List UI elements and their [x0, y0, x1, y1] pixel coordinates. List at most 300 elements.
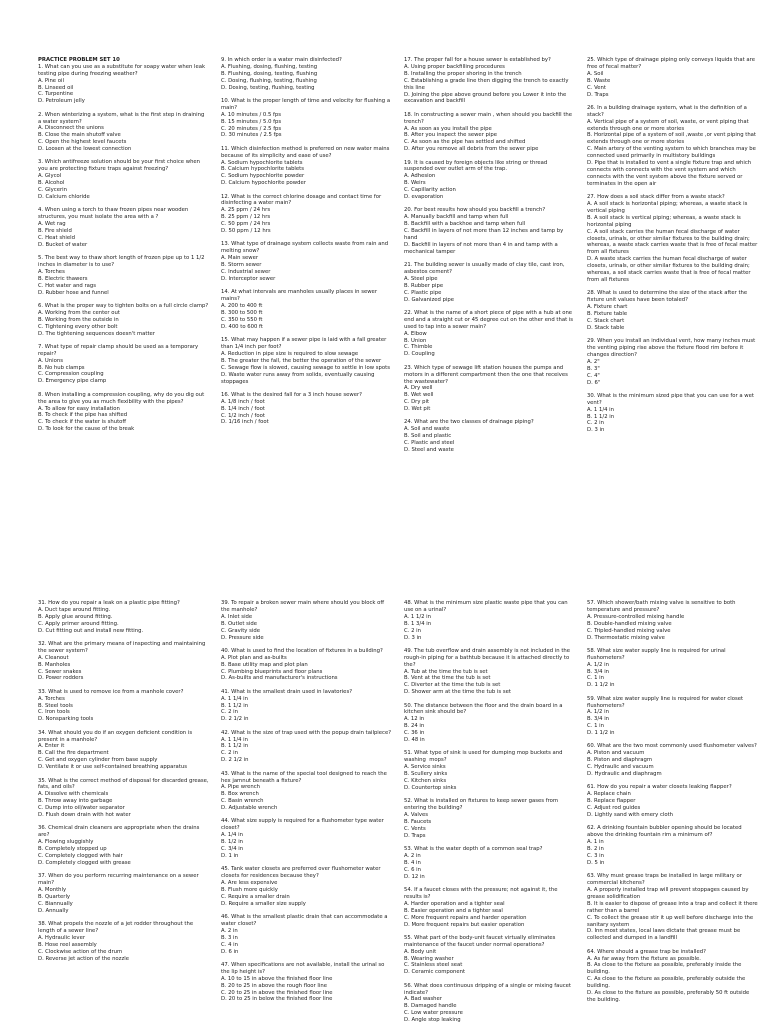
question-text: 50. The distance between the floor and the drain board in a kitchen sink should be?	[404, 702, 565, 716]
answer-option: A. Replace chain	[587, 791, 631, 798]
answer-option: B. 3/4 in	[587, 716, 610, 723]
answer-option: B. Fire shield	[38, 228, 72, 234]
answer-option: A. Glycol	[38, 173, 62, 180]
question-text: 40. What is used to find the location of fixtures in a building?	[221, 647, 383, 654]
question-block	[38, 255, 209, 296]
answer-option: D. 12 in	[404, 873, 425, 880]
answer-option: A. 1 in	[587, 839, 604, 846]
answer-option: D. As close to the fixture as possible, preferably 50 ft outside the building.	[587, 990, 751, 1003]
answer-option: D. 5 in	[587, 859, 605, 866]
column-3	[404, 57, 575, 597]
column-2	[221, 57, 392, 597]
question-block	[221, 866, 392, 907]
answer-option: B. The greater the fall, the better the operation of the sewer	[221, 357, 382, 364]
column-4	[587, 57, 758, 597]
answer-option: A. Sodium hypochlorite tablets	[221, 159, 303, 166]
question-block	[38, 64, 209, 105]
answer-option: B. Installing the proper shoring in the trench	[404, 70, 522, 77]
answer-option: D. Bucket of water	[38, 241, 88, 248]
answer-option: C. 50 ppm / 24 hrs	[221, 221, 271, 228]
question-text: 57. Which shower/bath mixing valve is sensitive to both temperature and pressure?	[587, 600, 738, 613]
answer-option: A. A soil stack is horizontal piping; whereas, a waste stack is vertical piping	[587, 201, 750, 214]
answer-option: C. Industrial sewer	[221, 269, 271, 276]
answer-option: B. 1/2 in	[221, 839, 244, 846]
answer-option: B. Quarterly	[38, 893, 71, 900]
question-text: 44. What size supply is required for a flushometer type water closet?	[221, 818, 386, 832]
answer-option: D. Angle stop leaking	[404, 1017, 461, 1024]
answer-option: C. Require a smaller drain	[221, 893, 290, 900]
answer-option: B. Steel tools	[38, 702, 73, 709]
answer-option: C. 350 to 550 ft	[221, 316, 263, 323]
answer-option: A. Piston and vacuum	[587, 750, 645, 757]
answer-option: B. 1 1/2 in	[221, 743, 249, 750]
question-text: 5. The best way to thaw short length of frozen pipe up to 1 1/2 inches in diameter is to use?	[38, 255, 207, 269]
answer-option: C. Get and oxygen cylinder from base supply	[38, 757, 158, 764]
answer-option: D. Hydraulic and diaphragm	[587, 771, 662, 778]
question-block	[221, 914, 392, 955]
answer-option: B. Double-handled mixing valve	[587, 620, 672, 627]
answer-option: C. Stack chart	[587, 317, 625, 324]
answer-option: C. 36 in	[404, 730, 425, 737]
answer-option: A. Using proper backfilling procedures	[404, 63, 505, 70]
answer-option: C. Adjust rod guides	[587, 805, 641, 812]
answer-option: C. Compression coupling	[38, 371, 104, 378]
answer-option: B. Flush more quickly	[221, 886, 278, 893]
answer-option: B. Linseed oil	[38, 84, 74, 91]
answer-option: D. The tightening sequences doesn't matter	[38, 330, 155, 337]
top-band	[38, 57, 758, 597]
question-text: 20. For best results how should you backfill a trench?	[404, 207, 546, 214]
question-block	[221, 730, 392, 765]
answer-option: B. Outlet side	[221, 620, 257, 627]
question-block	[221, 57, 392, 92]
answer-option: A. Main sewer	[221, 255, 259, 262]
answer-option: D. Traps	[404, 832, 426, 839]
answer-option: D. Completely clogged with grease	[38, 859, 131, 866]
question-block	[38, 641, 209, 682]
question-text: 16. What is the desired fall for a 3 inch house sewer?	[221, 391, 362, 398]
answer-option: D. 1/16 inch / foot	[221, 419, 269, 426]
answer-option: A. Pipe wrench	[221, 784, 261, 791]
question-text: 2. When winterizing a system, what is the first step in draining a water system?	[38, 111, 207, 125]
question-block	[404, 846, 575, 881]
question-block	[38, 159, 209, 200]
answer-option: D. 3 in	[587, 427, 605, 434]
question-text: 13. What type of drainage system collects waste from rain and melting snow?	[221, 241, 390, 255]
answer-option: D. Pipe that is installed to vent a single fixture trap and which connects with connects with the vent system and which connects with the vent system above the fixture served or terminates in the open air	[587, 160, 753, 187]
answer-option: B. Manholes	[38, 661, 71, 668]
question-block	[404, 310, 575, 358]
question-block	[404, 750, 575, 791]
question-text: 10. What is the proper length of time and velocity for flushing a main?	[221, 97, 392, 111]
answer-option: A. Plot plan and as-builts	[221, 654, 287, 661]
answer-option: D. 1 in	[221, 852, 239, 859]
question-text: 54. If a faucet closes with the pressure; not against it, the results is?	[404, 886, 560, 900]
question-block	[404, 887, 575, 928]
answer-option: D. 2 1/2 in	[221, 716, 249, 723]
answer-option: D. 30 minutes / 2.5 fps	[221, 132, 282, 139]
answer-option: A. 1/8 inch / foot	[221, 398, 265, 405]
question-block	[587, 105, 758, 188]
question-text: 59. What size water supply line is required for water closet flushometers?	[587, 695, 745, 709]
answer-option: A. Vertical pipe of a system of soil, waste, or vent piping that extends through one or more stories	[587, 118, 751, 132]
question-text: 22. What is the name of a short piece of pipe with a hub at one end and a straight cut or 45 degree cut on the other end that is used to tap into a sewer main?	[404, 309, 575, 330]
answer-option: B. Close the main shutoff valve	[38, 132, 121, 139]
answer-option: C. Kitchen sinks	[404, 778, 447, 785]
answer-option: A. Bad washer	[404, 996, 442, 1003]
answer-option: C. 3 in	[587, 852, 604, 859]
question-text: 21. The building sewer is usually made of clay tile, cast iron, asbestos cement?	[404, 262, 567, 276]
answer-option: D. Coupling	[404, 351, 435, 358]
question-block	[587, 743, 758, 778]
answer-option: D. Ceramic component	[404, 969, 466, 976]
question-text: 42. What is the size of trap used with the popup drain tailpiece?	[221, 729, 392, 736]
answer-option: B. Alcohol	[38, 180, 65, 187]
answer-option: B. Apply glue around fitting.	[38, 613, 113, 620]
answer-option: C. Capillarity action	[404, 187, 456, 194]
answer-option: C. 2 in	[587, 420, 604, 427]
answer-option: B. 1 1/2 in	[221, 702, 249, 709]
answer-option: A. 1 1/4 in	[221, 736, 248, 743]
answer-option: C. Hot water and rags	[38, 282, 97, 289]
answer-option: D. 48 in	[404, 737, 425, 744]
answer-option: D. Stack table	[587, 324, 625, 331]
question-text: 24. What are the two classes of drainage piping?	[404, 419, 534, 426]
answer-option: A. Flowing sluggishly	[38, 839, 94, 846]
question-block	[404, 703, 575, 744]
question-text: 43. What is the name of the special tool designed to reach the hex jamnut beneath a fixture?	[221, 770, 389, 784]
answer-option: A. 1 1/4 in	[587, 406, 614, 413]
answer-option: B. Faucets	[404, 818, 432, 825]
answer-option: A. Disconnect the unions	[38, 125, 104, 132]
answer-option: C. Establishing a grade line then digging the trench to exactly this line	[404, 77, 571, 91]
answer-option: C. More frequent repairs and harder operation	[404, 914, 527, 921]
question-text: 58. What size water supply line is required for urinal flushometers?	[587, 647, 728, 661]
question-text: 4. When using a torch to thaw frozen pipes near wooden structures, you must isolate the area with a ?	[38, 207, 190, 221]
question-block	[587, 825, 758, 866]
question-text: 64. Where should a grease trap be installed?	[587, 948, 706, 955]
question-text: 23. Which type of sewage lift station houses the pumps and motors in a different compartment then the one that receives the wastewater?	[404, 364, 570, 385]
answer-option: D. Dosing, testing, flushing, testing	[221, 84, 315, 91]
answer-option: B. Damaged handle	[404, 1003, 457, 1010]
answer-option: A. Wet rag	[38, 221, 66, 228]
answer-option: A. Working from the center out	[38, 309, 120, 316]
question-block	[38, 392, 209, 433]
question-block	[587, 696, 758, 737]
answer-option: D. Shower arm at the time the tub is set	[404, 689, 511, 696]
answer-option: C. Apply primer around fitting.	[38, 620, 119, 627]
answer-option: A. Monthly	[38, 886, 67, 893]
answer-option: C. Plumbing blueprints and floor plans	[221, 668, 323, 675]
answer-option: A. Dry well	[404, 385, 433, 392]
answer-option: C. Diverter at the time the tub is set	[404, 682, 501, 689]
answer-option: C. As close to the fixture as possible, preferably outside the building.	[587, 976, 747, 990]
question-text: 38. What propels the nozzle of a jet rodder throughout the length of a sewer line?	[38, 920, 195, 934]
answer-option: A. Hydraulic lever	[38, 934, 85, 941]
answer-option: D. Wet pit	[404, 406, 431, 413]
answer-option: B. Rubber pipe	[404, 282, 444, 289]
answer-option: D. Calcium chloride	[38, 193, 90, 200]
answer-option: A. Service sinks	[404, 764, 446, 771]
answer-option: C. 2 in	[221, 750, 238, 757]
answer-option: D. Calcium hypochlorite powder	[221, 180, 306, 187]
answer-option: A. Soil	[587, 70, 604, 77]
answer-option: D. Countertop sinks	[404, 784, 457, 791]
answer-option: A. 2"	[587, 358, 600, 365]
question-block	[587, 648, 758, 689]
answer-option: C. 4 in	[221, 941, 238, 948]
answer-option: D. 400 to 600 ft	[221, 323, 263, 330]
answer-option: D. Loosen at the lowest connection	[38, 146, 132, 153]
answer-option: D. Lightly sand with emery cloth	[587, 812, 674, 819]
question-block	[587, 194, 758, 284]
question-text: 47. When specifications are not available, install the urinal so the lip height is?	[221, 961, 387, 975]
answer-option: B. 300 to 500 ft	[221, 309, 263, 316]
answer-option: B. Storm sewer	[221, 262, 262, 269]
answer-option: C. 1/2 inch / foot	[221, 412, 265, 419]
answer-option: A. 2 in	[404, 852, 421, 859]
answer-option: B. To check if the pipe has shifted	[38, 412, 128, 419]
answer-option: A. Body unit	[404, 948, 437, 955]
answer-option: D. To look for the cause of the break	[38, 426, 135, 433]
answer-option: B. Piston and diaphragm	[587, 757, 653, 764]
answer-option: D. Emergency pipe clamp	[38, 378, 107, 385]
answer-option: D. More frequent repairs but easier operation	[404, 921, 525, 928]
answer-option: D. 50 ppm / 12 hrs	[221, 228, 271, 235]
question-block	[38, 207, 209, 248]
answer-option: B. It is easier to dispose of grease into a trap and collect it there rather than a barrel	[587, 900, 760, 914]
answer-option: D. Adjustable wrench	[221, 805, 278, 812]
answer-option: A. 25 ppm / 24 hrs	[221, 207, 271, 214]
column-8	[587, 600, 758, 1020]
answer-option: B. 3 in	[221, 934, 238, 941]
answer-option: D. Joining the pipe above ground before you Lower it into the excavation and backfill	[404, 91, 568, 105]
answer-option: B. Replace flapper	[587, 798, 636, 805]
question-block	[587, 873, 758, 942]
answer-option: D. Backfill in layers of not more than 4 in and tamp with a mechanical tamper	[404, 241, 560, 255]
answer-option: D. As-builts and manufacturer's instructions	[221, 675, 338, 682]
answer-option: C. 2 in	[221, 709, 238, 716]
answer-option: C. Dump into oil/water separator	[38, 805, 125, 812]
answer-option: A. Steel pipe	[404, 275, 438, 282]
answer-option: C. 20 to 25 in above the finished floor line	[221, 989, 333, 996]
answer-option: A. 1/2 in	[587, 709, 609, 716]
answer-option: D. Galvanized pipe	[404, 296, 455, 303]
question-block	[404, 419, 575, 454]
question-text: 17. The proper fall for a house sewer is established by?	[404, 57, 551, 63]
answer-option: C. 2 in	[404, 627, 421, 634]
answer-option: A. 1 1/2 in	[404, 613, 431, 620]
answer-option: B. Backfill with a backhoe and tamp when full	[404, 221, 526, 228]
question-block	[221, 241, 392, 282]
answer-option: B. 15 minutes / 5.0 fps	[221, 118, 282, 125]
answer-option: A. Fixture chart	[587, 304, 628, 311]
question-text: 7. What type of repair clamp should be used as a temporary repair?	[38, 343, 200, 357]
question-block	[587, 600, 758, 641]
answer-option: C. Vents	[404, 825, 426, 832]
question-block	[587, 57, 758, 98]
answer-option: D. A waste stack carries the human fecal discharge of water closets, urinals, or other similar fixtures to the building drain; whereas, a soil stack carries waste that is free of fecal matter from all fixtures	[587, 256, 753, 283]
answer-option: A. Tub at the time the tub is set	[404, 668, 488, 675]
question-text: 62. A drinking fountain bubbler opening should be located above the drinking fountain rim a minimum of?	[587, 825, 744, 839]
answer-option: C. Heat shield	[38, 234, 75, 241]
answer-option: B. 2 in	[587, 846, 604, 853]
answer-option: B. Vent at the time the tub is set	[404, 675, 491, 682]
answer-option: B. 1 1/2 in	[587, 413, 615, 420]
question-block	[404, 935, 575, 976]
answer-option: A. Harder operation and a tighter seal	[404, 900, 505, 907]
question-block	[221, 98, 392, 139]
question-text: 25. Which type of drainage piping only conveys liquids that are free of fecal matter?	[587, 57, 757, 70]
answer-option: B. Electric thawers	[38, 275, 88, 282]
answer-option: A. 10 minutes / 0.5 fps	[221, 111, 282, 118]
answer-option: C. Biannually	[38, 900, 73, 907]
answer-option: B. Wet well	[404, 392, 434, 399]
answer-option: B. Waste	[587, 77, 611, 84]
answer-option: D. Nonsparking tools	[38, 716, 94, 723]
answer-option: B. 25 ppm / 12 hrs	[221, 214, 271, 221]
answer-option: B. 24 in	[404, 723, 425, 730]
answer-option: D. 2 1/2 in	[221, 757, 249, 764]
answer-option: D. Steel and waste	[404, 447, 454, 454]
question-block	[221, 337, 392, 385]
answer-option: B. 1/4 inch / foot	[221, 405, 265, 412]
answer-option: C. Plastic pipe	[404, 289, 442, 296]
question-block	[404, 262, 575, 303]
answer-option: D. Flush down drain with hot water	[38, 812, 131, 819]
answer-option: C. Basin wrench	[221, 798, 264, 805]
answer-option: D. 6 in	[221, 948, 239, 955]
answer-option: B. Call the fire department	[38, 750, 109, 757]
answer-option: D. Petroleum jelly	[38, 98, 85, 105]
question-block	[404, 600, 575, 641]
question-block	[38, 344, 209, 385]
column-5	[38, 600, 209, 1020]
answer-option: A. Torches	[38, 695, 65, 702]
answer-option: D. 1 1/2 in	[587, 730, 615, 737]
question-text: 37. When do you perform recurring maintenance on a sewer main?	[38, 873, 201, 887]
answer-option: D. Waste water runs away from solids, eventually causing stoppages	[221, 371, 377, 385]
question-block	[38, 825, 209, 866]
question-block	[404, 207, 575, 255]
question-text: 45. Tank water closets are preferred over flushometer water closets for residences because they?	[221, 866, 383, 880]
question-block	[587, 290, 758, 331]
question-block	[221, 392, 392, 427]
answer-option: C. Turpentine	[38, 91, 74, 98]
question-block	[221, 289, 392, 330]
answer-option: D. 20 to 25 in below the finished floor line	[221, 996, 333, 1003]
answer-option: A. Cleanout	[38, 654, 69, 661]
answer-option: C. As soon as the pipe has settled and shifted	[404, 139, 526, 146]
question-block	[404, 365, 575, 413]
answer-option: A. 2 in	[221, 927, 238, 934]
answer-option: D. Thermostatic mixing valve	[587, 634, 665, 641]
column-1	[38, 57, 209, 597]
question-text: 34. What should you do if an oxygen deficient condition is present in a manhole?	[38, 729, 194, 743]
question-text: 6. What is the proper way to tighten bolts on a full circle clamp?	[38, 302, 209, 309]
answer-option: C. 20 minutes / 2.5 fps	[221, 125, 282, 132]
answer-option: C. 4"	[587, 372, 600, 379]
answer-option: B. Weirs	[404, 180, 426, 187]
answer-option: C. Main artery of the venting system to which branches may be connected used primarily in multistory buildings	[587, 146, 758, 160]
answer-option: D. Pressure side	[221, 634, 264, 641]
answer-option: A. As soon as you install the pipe	[404, 125, 492, 132]
column-6	[221, 600, 392, 1020]
question-block	[221, 962, 392, 1003]
answer-option: C. Hydraulic and vacuum	[587, 764, 654, 771]
answer-option: D. After you remove all debris from the sewer pipe	[404, 146, 539, 153]
question-text: 46. What is the smallest plastic drain that can accommodate a water closet?	[221, 914, 390, 927]
answer-option: A. Enter it	[38, 743, 65, 750]
answer-option: B. Calcium hypochlorite tablets	[221, 166, 304, 173]
answer-option: C. Tightening every other bolt	[38, 323, 118, 330]
answer-option: D. Interceptor sewer	[221, 275, 276, 282]
answer-option: C. Vent	[587, 84, 606, 91]
question-text: 55. What part of the body-unit faucet virtually eliminates maintenance of the faucet under normal operations?	[404, 934, 558, 948]
question-block	[38, 778, 209, 819]
question-text: 33. What is used to remove ice from a manhole cover?	[38, 688, 184, 695]
question-block	[404, 160, 575, 201]
answer-option: B. Easier operation and a tighter seal	[404, 907, 503, 914]
question-text: 48. What is the minimum size plastic waste pipe that you can use on a urinal?	[404, 600, 570, 613]
question-text: 52. What is installed on fixtures to keep sewer gases from entering the building?	[404, 798, 560, 812]
answer-option: C. Sewer snakes	[38, 668, 82, 675]
question-block	[587, 393, 758, 434]
answer-option: B. 1 3/4 in	[404, 620, 432, 627]
answer-option: B. Throw away into garbage	[38, 798, 113, 805]
answer-option: A. 10 to 15 in above the finished floor line	[221, 975, 333, 982]
answer-option: B. Wearing washer	[404, 955, 454, 962]
question-block	[221, 648, 392, 683]
question-block	[221, 689, 392, 724]
question-text: 41. What is the smallest drain used in lavatories?	[221, 688, 353, 695]
answer-option: C. A soil stack carries the human fecal discharge of water closets, urinals, or other similar fixtures to the building drain; whereas, a waste stack carries waste that is free of fecal matter from all fixtures	[587, 228, 760, 256]
question-text: 63. Why must grease traps be installed in large military or commercial kitchens?	[587, 873, 744, 887]
question-text: 39. To repair a broken sewer main where should you block off the manhole?	[221, 600, 386, 613]
answer-option: A. Manually backfill and tamp when full	[404, 214, 509, 221]
answer-option: D. Inn most states, local laws dictate that grease must be collected and dumped in a landfill	[587, 928, 742, 942]
answer-option: C. Stainless steel seat	[404, 962, 463, 969]
question-block	[221, 146, 392, 187]
page-title: PRACTICE PROBLEM SET 10	[38, 57, 120, 63]
answer-option: D. 6"	[587, 379, 601, 386]
answer-option: C. Sewage flow is slowed, causing sewage to settle in low spots	[221, 364, 390, 371]
question-text: 36. Chemical drain cleaners are appropriate when the drains are?	[38, 825, 202, 839]
answer-option: C. Sodium hypochlorite powder	[221, 173, 305, 180]
answer-option: C. To collect the grease stir it up well before discharge into the sanitary system	[587, 914, 755, 928]
answer-option: C. Open the highest level faucets	[38, 139, 127, 146]
question-text: 28. What is used to determine the size of the stack after the fixture unit values have been totaled?	[587, 290, 749, 304]
answer-option: A. Flushing, dosing, flushing, testing	[221, 63, 318, 70]
question-block	[38, 600, 209, 635]
answer-option: B. Scullery sinks	[404, 771, 448, 778]
question-text: 12. What is the correct chlorine dosage and contact time for disinfecting a water main?	[221, 193, 383, 207]
question-block	[38, 112, 209, 153]
answer-option: A. 1/4 in	[221, 832, 243, 839]
answer-option: A. A properly installed trap will prevent stoppages caused by grease solidification	[587, 886, 751, 900]
answer-option: A. 200 to 400 ft	[221, 303, 263, 310]
answer-option: C. Low water pressure	[404, 1010, 463, 1017]
question-block	[221, 771, 392, 812]
question-block	[587, 949, 758, 1004]
answer-option: C. Clockwise action of the drum	[38, 948, 123, 955]
answer-option: D. Reverse jet action of the nozzle	[38, 955, 129, 962]
question-text: 51. What type of sink is used for dumping mop buckets and washing mops?	[404, 750, 565, 764]
question-text: 32. What are the primary means of inspecting and maintaining the sewer system?	[38, 640, 207, 654]
answer-option: A. Dissolve with chemicals	[38, 791, 109, 798]
question-text: 49. The tub overflow and drain assembly is not included in the rough-in piping for a bathtub because it is attached directly to the?	[404, 647, 572, 668]
question-block	[404, 983, 575, 1024]
